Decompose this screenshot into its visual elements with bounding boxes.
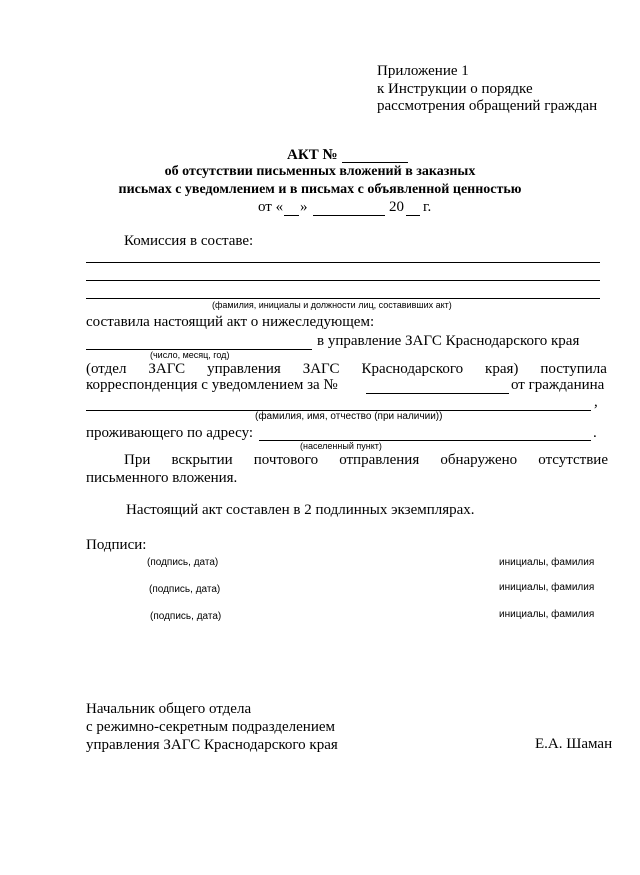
registry-text: в управление ЗАГС Краснодарского края (317, 333, 580, 349)
opening-word: При (124, 452, 151, 468)
initials-caption: инициалы, фамилия (499, 557, 595, 568)
opening-line-2: письменного вложения. (86, 470, 238, 486)
composed-text: составила настоящий акт о нижеследующем: (86, 314, 375, 330)
opening-word: почтового (253, 452, 319, 468)
address-period: . (593, 425, 597, 441)
date-day-blank (284, 215, 299, 216)
appendix-line-2: к Инструкции о порядке (377, 81, 533, 97)
from-citizen-text: от гражданина (511, 377, 605, 393)
act-number-label: АКТ № (287, 147, 338, 163)
signatures-label: Подписи: (86, 537, 147, 553)
opening-word: отправления (339, 452, 420, 468)
dept-word: поступила (540, 361, 607, 377)
dept-word: Краснодарского (361, 361, 464, 377)
locality-caption: (населенный пункт) (300, 441, 382, 451)
commission-line-2 (86, 280, 600, 281)
citizen-comma: , (594, 394, 598, 410)
signer-name: Е.А. Шаман (535, 736, 613, 752)
commission-label: Комиссия в составе: (124, 233, 254, 249)
footer-line-3: управления ЗАГС Краснодарского края (86, 737, 338, 753)
appendix-line-3: рассмотрения обращений граждан (377, 98, 598, 114)
commission-line-1 (86, 262, 600, 263)
dept-word: (отдел (86, 361, 127, 377)
dept-word: ЗАГС (148, 361, 186, 377)
date-suffix: г. (423, 199, 432, 215)
signature-caption: (подпись, дата) (149, 584, 221, 595)
act-number-blank (342, 162, 408, 163)
dept-word: края) (485, 361, 519, 377)
correspondence-text: корреспонденция с уведомлением за № (86, 377, 338, 393)
commission-caption: (фамилия, инициалы и должности лиц, составивших акт) (212, 300, 452, 310)
opening-word: вскрытии (171, 452, 233, 468)
footer-line-2: с режимно-секретным подразделением (86, 719, 335, 735)
initials-caption: инициалы, фамилия (499, 582, 595, 593)
dept-word: ЗАГС (302, 361, 340, 377)
date-prefix: от « (258, 199, 284, 215)
title-line-1: об отсутствии письменных вложений в заказных (164, 164, 476, 179)
opening-word: обнаружено (440, 452, 518, 468)
date-month-blank (313, 215, 385, 216)
residing-text: проживающего по адресу: (86, 425, 254, 441)
title-line-2: письмах с уведомлением и в письмах с объявленной ценностью (118, 182, 522, 197)
commission-line-3 (86, 298, 600, 299)
opening-line-1 (124, 452, 608, 469)
initials-caption: инициалы, фамилия (499, 609, 595, 620)
correspondence-number-blank (366, 393, 509, 394)
dept-word: управления (207, 361, 281, 377)
signature-caption: (подпись, дата) (147, 557, 219, 568)
fio-caption: (фамилия, имя, отчество (при наличии)) (255, 411, 443, 422)
signature-caption: (подпись, дата) (150, 611, 222, 622)
appendix-line-1: Приложение 1 (377, 63, 469, 79)
date-year-blank (406, 215, 420, 216)
date-mid: » (300, 199, 308, 215)
footer-line-1: Начальник общего отдела (86, 701, 252, 717)
date-year: 20 (389, 199, 404, 215)
department-line (86, 361, 607, 378)
copies-text: Настоящий акт составлен в 2 подлинных экземплярах. (126, 502, 475, 518)
opening-word: отсутствие (538, 452, 608, 468)
date-caption: (число, месяц, год) (150, 350, 230, 360)
